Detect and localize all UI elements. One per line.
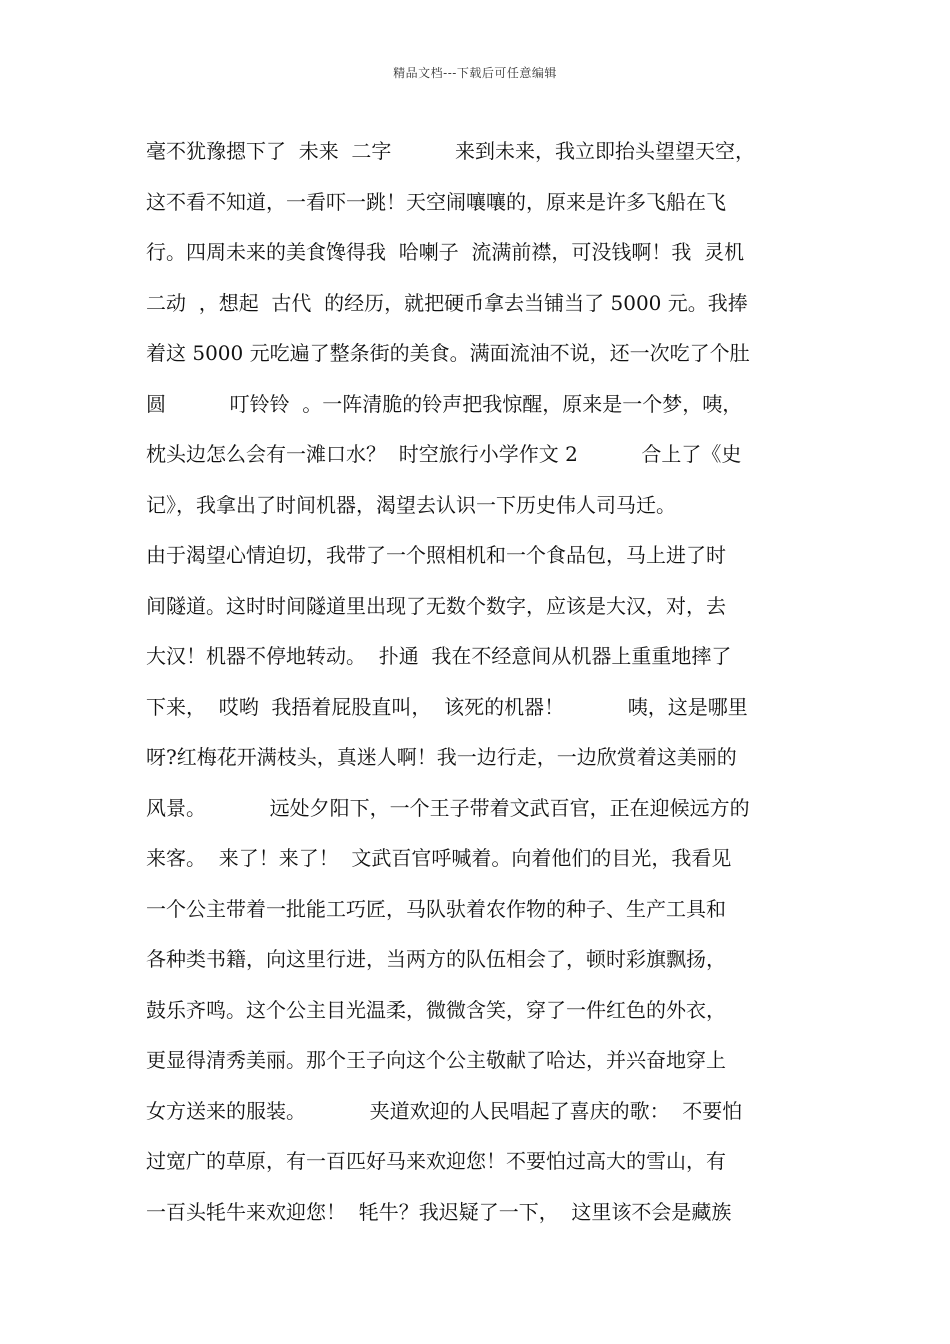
text-line: 间隧道。这时时间隧道里出现了无数个数字，应该是大汉，对，去 bbox=[146, 593, 726, 618]
text-line: 各种类书籍，向这里行进，当两方的队伍相会了，顿时彩旗飘扬， bbox=[146, 947, 726, 971]
text-line: 过宽广的草原，有一百匹好马来欢迎您！不要怕过高大的雪山，有 bbox=[146, 1149, 726, 1173]
text-line: 着这 5000 元吃遍了整条街的美食。满面流油不说，还一次吃了个肚 bbox=[146, 341, 750, 365]
text-line: 枕头边怎么会有一滩口水？ 时空旅行小学作文 2 合上了《史 bbox=[146, 442, 742, 466]
text-line: 记》，我拿出了时间机器，渴望去认识一下历史伟人司马迁。 bbox=[146, 492, 676, 517]
text-line: 圆 叮铃铃 。一阵清脆的铃声把我惊醒，原来是一个梦，咦， bbox=[146, 391, 743, 416]
text-line: 行。四周未来的美食馋得我 哈喇子 流满前襟，可没钱啊！我 灵机 bbox=[146, 240, 745, 264]
text-line: 二动 ，想起 古代 的经历，就把硬币拿去当铺当了 5000 元。我捧 bbox=[146, 290, 748, 315]
document-body bbox=[146, 126, 816, 1237]
text-line: 这不看不知道，一看吓一跳！天空闹嚷嚷的，原来是许多飞船在飞 bbox=[146, 189, 726, 214]
text-line: 来客。 来了！来了！ 文武百官呼喊着。向着他们的目光，我看见 bbox=[146, 846, 732, 870]
text-line: 下来， 哎哟 我捂着屁股直叫， 该死的机器！ 咦，这是哪里 bbox=[146, 694, 748, 719]
text-line: 风景。 远处夕阳下，一个王子带着文武百官，正在迎候远方的 bbox=[146, 795, 750, 820]
text-line: 更显得清秀美丽。那个王子向这个公主敬献了哈达，并兴奋地穿上 bbox=[146, 1048, 726, 1072]
text-line: 呀?红梅花开满枝头，真迷人啊！我一边行走，一边欣赏着这美丽的 bbox=[146, 745, 737, 769]
text-line: 大汉！机器不停地转动。 扑通 我在不经意间从机器上重重地摔了 bbox=[146, 644, 732, 668]
text-line: 女方送来的服装。 夹道欢迎的人民唱起了喜庆的歌： 不要怕 bbox=[146, 1098, 743, 1123]
text-line: 一百头牦牛来欢迎您！ 牦牛？我迟疑了一下， 这里该不会是藏族 bbox=[146, 1199, 732, 1224]
text-line: 由于渴望心情迫切，我带了一个照相机和一个食品包，马上进了时 bbox=[146, 543, 726, 567]
text-line: 毫不犹豫摁下了 未来 二字 来到未来，我立即抬头望望天空， bbox=[146, 139, 756, 163]
text-line: 一个公主带着一批能工巧匠，马队驮着农作物的种子、生产工具和 bbox=[146, 896, 726, 921]
text-line: 鼓乐齐鸣。这个公主目光温柔，微微含笑，穿了一件红色的外衣， bbox=[146, 997, 726, 1022]
page-header: 精品文档---下载后可任意编辑 bbox=[393, 66, 557, 80]
